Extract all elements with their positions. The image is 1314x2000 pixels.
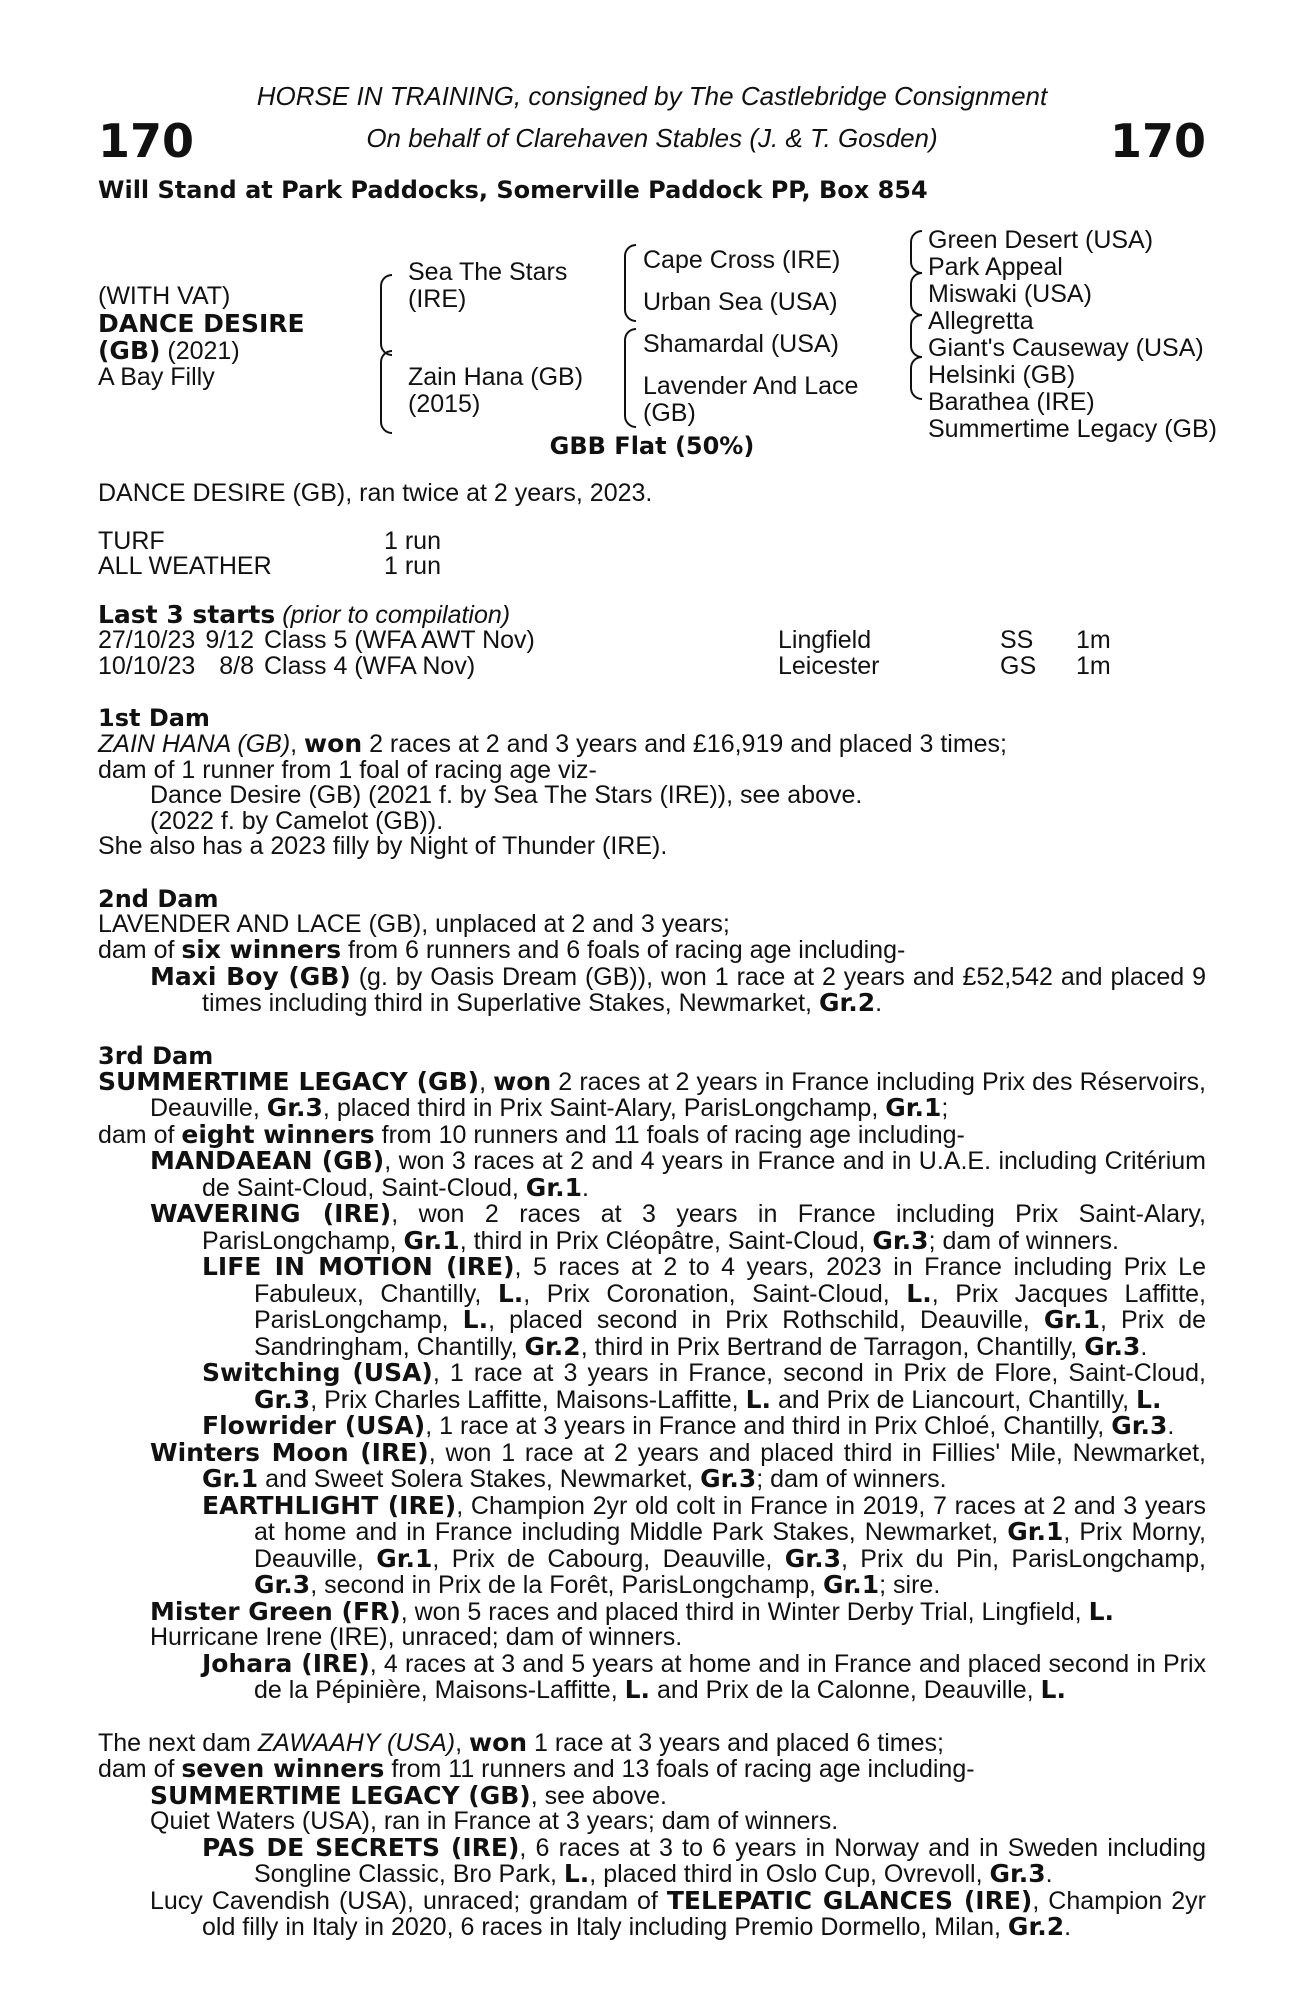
surface-row: TURF 1 run [98, 526, 441, 555]
sire-sire: Cape Cross (IRE) [643, 245, 841, 274]
produce-item: MANDAEAN (GB), won 3 races at 2 and 4 years in France and in U.A.E. including Critérium de Saint-Cloud, Saint-Cloud, Gr.1. [150, 1146, 1206, 1202]
produce-item: Johara (IRE), 4 races at 3 and 5 years at home and in France and placed second in Prix de la Pépinière, Maisons-Laffitte, L. and Prix de la Calonne, Deauville, L. [202, 1648, 1207, 1704]
start-row: 27/10/23 9/12 Class 5 (WFA AWT Nov) Lingfield SS 1m [98, 626, 1111, 654]
dam-dam: Lavender And Lace [643, 371, 859, 400]
bracket [910, 272, 922, 316]
produce-item: EARTHLIGHT (IRE), Champion 2yr old colt in France in 2019, 7 races at 2 and 3 years at home and in France including Middle Park Stakes, Newmarket, Gr.1, Prix Morny, Deauville, Gr.1, Prix de Cabourg, Deauville, Gr.3, Prix du Pin, ParisLongchamp, Gr.3, second in Prix de la Forêt, ParisLongchamp, Gr.1; sire. [202, 1490, 1206, 1599]
second-dam-heading: 2nd Dam [98, 884, 219, 913]
horse-name: DANCE DESIRE [98, 308, 305, 338]
produce-item: PAS DE SECRETS (IRE), 6 races at 3 to 6 years in Norway and in Sweden including Songline Classic, Bro Park, L., placed third in Oslo Cup, Ovrevoll, Gr.3. [202, 1832, 1207, 1888]
produce-item: Flowrider (USA), 1 race at 3 years in France and third in Prix Chloé, Chantilly, Gr.3. [202, 1411, 1175, 1440]
bracket [624, 244, 636, 322]
ds-sire: Giant's Causeway (USA) [928, 333, 1204, 362]
horse-description: A Bay Filly [98, 362, 215, 391]
produce-item: Switching (USA), 1 race at 3 years in France, second in Prix de Flore, Saint-Cloud, Gr.3, Prix Charles Laffitte, Maisons-Laffitte, L. and Prix de Liancourt, Chantilly, L. [202, 1358, 1206, 1414]
bracket [380, 274, 392, 356]
second-dam-produce: dam of six winners from 6 runners and 6 foals of racing age including- [98, 935, 906, 964]
horse-origin: (GB) (2021) [98, 335, 240, 365]
produce-item: Dance Desire (GB) (2021 f. by Sea The Stars (IRE)), see above. [150, 781, 863, 809]
dam-year: (2015) [408, 389, 481, 418]
horse-vat: (WITH VAT) [98, 281, 231, 310]
sire: Sea The Stars [408, 257, 568, 286]
start-row: 10/10/23 8/8 Class 4 (WFA Nov) Leicester GS 1m [98, 651, 1111, 680]
produce-item: Hurricane Irene (IRE), unraced; dam of winners. [150, 1623, 683, 1651]
sire-dam: Urban Sea (USA) [643, 287, 838, 316]
third-dam-record: SUMMERTIME LEGACY (GB), won 2 races at 2 years in France including Prix des Réservoirs, Deauville, Gr.3, placed third in Prix Saint-Alary, ParisLongchamp, Gr.1; [98, 1066, 1206, 1122]
produce-item: Winters Moon (IRE), won 1 race at 2 years and placed third in Fillies' Mile, Newmarket, Gr.1 and Sweet Solera Stakes, Newmarket, Gr.3; dam of winners. [150, 1437, 1206, 1493]
dam-sire: Shamardal (USA) [643, 329, 839, 358]
produce-item: Lucy Cavendish (USA), unraced; grandam of TELEPATIC GLANCES (IRE), Champion 2yr old filly in Italy in 2020, 6 races in Italy including Premio Dormello, Milan, Gr.2. [150, 1885, 1206, 1941]
first-dam-produce: dam of 1 runner from 1 foal of racing age viz- [98, 755, 597, 784]
sd-sire: Miswaki (USA) [928, 279, 1092, 308]
bracket [910, 314, 922, 358]
first-dam-heading: 1st Dam [98, 704, 210, 732]
produce-item: Mister Green (FR), won 5 races and placed third in Winter Derby Trial, Lingfield, L. [150, 1596, 1114, 1626]
dam: Zain Hana (GB) [408, 362, 584, 391]
bracket [910, 230, 922, 274]
lot-number-left: 170 [98, 114, 195, 168]
bracket [624, 328, 636, 428]
produce-item: (2022 f. by Camelot (GB)). [150, 806, 444, 835]
bracket [380, 350, 392, 434]
last-starts-title: Last 3 starts (prior to compilation) [98, 599, 511, 629]
intro-text: DANCE DESIRE (GB), ran twice at 2 years, 2023. [98, 479, 653, 507]
next-dam-record: The next dam ZAWAAHY (USA), won 1 race at 3 years and placed 6 times; [98, 1727, 944, 1757]
consignor-line: HORSE IN TRAINING, consigned by The Castlebridge Consignment [256, 81, 1048, 111]
bracket [910, 356, 922, 400]
last-starts [98, 599, 1206, 680]
ss-sire: Green Desert (USA) [928, 225, 1154, 254]
lot-number-right: 170 [1109, 114, 1206, 168]
produce-item: Quiet Waters (USA), ran in France at 3 years; dam of winners. [150, 1807, 839, 1835]
surface-summary [98, 526, 1206, 580]
produce-note: She also has a 2023 filly by Night of Thunder (IRE). [98, 832, 668, 860]
dd-sire: Barathea (IRE) [928, 387, 1095, 416]
third-dam-heading: 3rd Dam [98, 1041, 214, 1070]
third-dam-produce: dam of eight winners from 10 runners and 11 foals of racing age including- [98, 1119, 965, 1149]
next-dam-produce: dam of seven winners from 11 runners and 13 foals of racing age including- [98, 1754, 975, 1783]
sd-dam: Allegretta [928, 306, 1034, 335]
catalogue-page [98, 80, 1217, 1941]
second-dam-record: LAVENDER AND LACE (GB), unplaced at 2 and 3 years; [98, 909, 730, 938]
header [98, 80, 1206, 168]
dam-dam-country: (GB) [643, 398, 696, 427]
rating: GBB Flat (50%) [549, 431, 755, 460]
stand-location: Will Stand at Park Paddocks, Somerville Paddock PP, Box 854 [98, 176, 928, 204]
surface-row: ALL WEATHER 1 run [98, 552, 441, 580]
produce-item: LIFE IN MOTION (IRE), 5 races at 2 to 4 years, 2023 in France including Prix Le Fabuleux, Chantilly, L., Prix Coronation, Saint-Cloud, L., Prix Jacques Laffitte, ParisLongchamp, L., placed second in Prix Rothschild, Deauville, Gr.1, Prix de Sandringham, Chantilly, Gr.2, third in Prix Bertrand de Tarragon, Chantilly, Gr.3. [202, 1252, 1207, 1361]
ds-dam: Helsinki (GB) [928, 360, 1076, 389]
sire-country: (IRE) [408, 284, 467, 313]
produce-item: SUMMERTIME LEGACY (GB), see above. [150, 1780, 667, 1810]
ss-dam: Park Appeal [928, 252, 1063, 281]
produce-item: WAVERING (IRE), won 2 races at 3 years in France including Prix Saint-Alary, ParisLongchamp, Gr.1, third in Prix Cléopâtre, Saint-Cloud, Gr.3; dam of winners. [150, 1199, 1206, 1255]
pedigree-table [98, 204, 1217, 443]
first-dam-record: ZAIN HANA (GB), won 2 races at 2 and 3 years and £16,919 and placed 3 times; [98, 729, 1007, 758]
produce-item: Maxi Boy (GB) (g. by Oasis Dream (GB)), won 1 race at 2 years and £52,542 and placed 9 times including third in Superlative Stakes, Newmarket, Gr.2. [150, 961, 1206, 1017]
vendor-line: On behalf of Clarehaven Stables (J. & T. Gosden) [366, 123, 938, 153]
dd-dam: Summertime Legacy (GB) [928, 414, 1217, 443]
